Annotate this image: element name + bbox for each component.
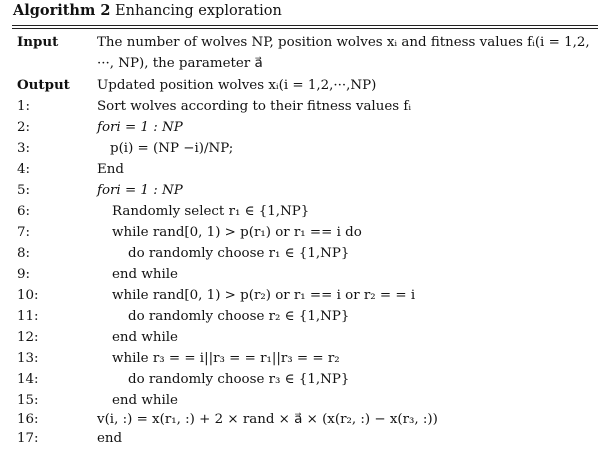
row-label: 10: [17, 288, 39, 303]
row-label: 6: [17, 204, 31, 219]
row-label: 4: [17, 162, 31, 177]
row-label: Output [17, 77, 70, 93]
row-text: while rand[0, 1) > p(r₂) or r₁ == i or r₂ = = i [112, 288, 416, 303]
row-text: End [97, 162, 124, 177]
row-text: end while [112, 267, 178, 282]
row-text: do randomly choose r₃ ∈ {1,NP} [128, 372, 350, 387]
row-label: 13: [17, 351, 39, 366]
algorithm-row [0, 201, 605, 222]
row-label: Input [17, 34, 59, 50]
algorithm-row [0, 243, 605, 264]
row-label: 2: [17, 120, 31, 135]
algorithm-row [0, 327, 605, 348]
algorithm-row [0, 409, 605, 430]
row-text: end [97, 431, 123, 446]
algorithm-title: Enhancing exploration [115, 3, 282, 19]
algorithm-row [0, 180, 605, 201]
algorithm-label: Algorithm 2 [13, 2, 111, 19]
row-label: 11: [17, 309, 39, 324]
row-text: v(i, :) = x(r₁, :) + 2 × rand × a⃗ × (x(r₂, :) − x(r₃, :)) [97, 412, 438, 427]
row-text: p(i) = (NP −i)/NP; [110, 141, 234, 156]
row-label: 9: [17, 267, 31, 282]
row-label: 8: [17, 246, 31, 261]
algorithm-row [0, 348, 605, 369]
algorithm-row [0, 75, 605, 96]
row-label: 12: [17, 330, 39, 345]
row-label: 17: [17, 431, 39, 446]
row-text: do randomly choose r₁ ∈ {1,NP} [128, 246, 350, 261]
algorithm-row [0, 428, 605, 449]
algorithm-row [0, 306, 605, 327]
algorithm-row [0, 96, 605, 117]
row-text: fori = 1 : NP [97, 120, 183, 135]
algorithm-row [0, 285, 605, 306]
row-label: 1: [17, 99, 31, 114]
row-text: while r₃ = = i||r₃ = = r₁||r₃ = = r₂ [112, 351, 340, 366]
row-text: Updated position wolves xᵢ(i = 1,2,···,NP) [97, 78, 377, 93]
algorithm-row [0, 117, 605, 138]
algorithm-caption [13, 2, 282, 19]
row-label: 14: [17, 372, 39, 387]
algorithm-row [0, 32, 605, 53]
algorithm-row [0, 369, 605, 390]
row-label: 5: [17, 183, 31, 198]
row-label: 7: [17, 225, 31, 240]
algorithm-row [0, 138, 605, 159]
row-text: while rand[0, 1) > p(r₁) or r₁ == i do [112, 225, 362, 240]
row-text: Randomly select r₁ ∈ {1,NP} [112, 204, 310, 219]
algorithm-row [0, 53, 605, 74]
row-text: fori = 1 : NP [97, 183, 183, 198]
row-text: end while [112, 393, 178, 408]
algorithm-row [0, 264, 605, 285]
algorithm-row [0, 159, 605, 180]
row-text: The number of wolves NP, position wolves xᵢ and fitness values fᵢ(i = 1,2, [97, 35, 590, 50]
top-rule-double [12, 28, 598, 29]
row-text: ···, NP), the parameter a⃗ [97, 56, 263, 71]
algorithm-row [0, 390, 605, 411]
row-text: Sort wolves according to their fitness values fᵢ [97, 99, 412, 114]
row-text: do randomly choose r₂ ∈ {1,NP} [128, 309, 350, 324]
algorithm-row [0, 222, 605, 243]
row-label: 15: [17, 393, 39, 408]
row-label: 3: [17, 141, 31, 156]
top-rule [12, 25, 598, 26]
row-text: end while [112, 330, 178, 345]
row-label: 16: [17, 412, 39, 427]
